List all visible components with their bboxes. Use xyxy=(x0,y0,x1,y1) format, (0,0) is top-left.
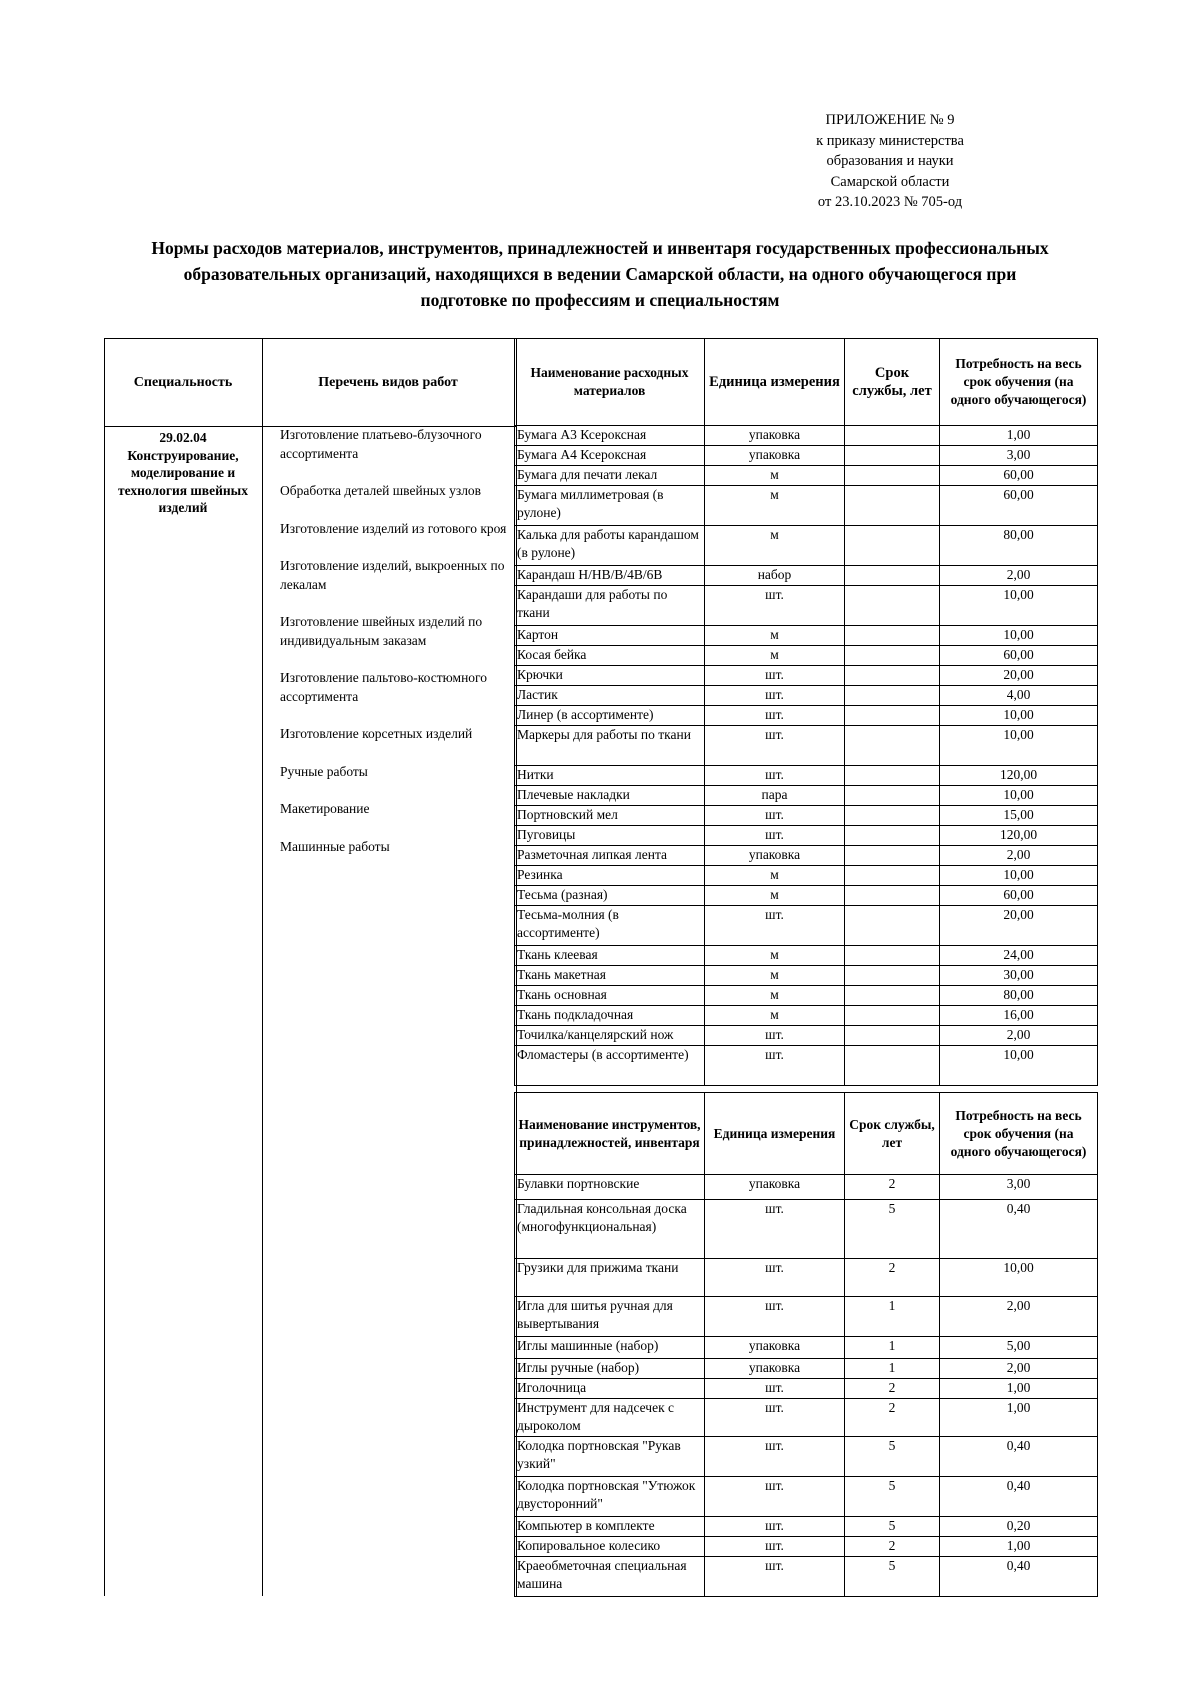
tool-name: Колодка портновская "Утюжок двусторонний" xyxy=(515,1477,705,1517)
material-unit: м xyxy=(705,626,845,646)
header-specialty: Специальность xyxy=(133,375,233,390)
work-item: Изготовление платьево-блузочного ассортимента xyxy=(280,427,482,461)
appendix-number: ПРИЛОЖЕНИЕ № 9 xyxy=(825,112,955,128)
material-unit: шт. xyxy=(705,1046,845,1086)
material-name: Косая бейка xyxy=(515,646,705,666)
tool-unit: упаковка xyxy=(705,1359,845,1379)
tools-header-row xyxy=(515,1093,1098,1175)
materials-header-row xyxy=(515,339,1098,426)
tool-unit: упаковка xyxy=(705,1337,845,1359)
material-row xyxy=(515,886,1098,906)
material-term xyxy=(845,626,940,646)
specialty-code: 29.02.04 xyxy=(159,430,207,445)
tool-qty: 10,00 xyxy=(940,1259,1098,1297)
tool-name: Краеобметочная специальная машина xyxy=(515,1557,705,1597)
tool-unit: шт. xyxy=(705,1297,845,1337)
work-item: Изготовление корсетных изделий xyxy=(280,726,473,741)
material-unit: шт. xyxy=(705,1026,845,1046)
tool-term: 5 xyxy=(845,1517,940,1537)
work-item: Ручные работы xyxy=(280,763,368,779)
tool-name: Инструмент для надсечек с дыроколом xyxy=(515,1399,705,1437)
work-item: Изготовление пальтово-костюмного ассортимента xyxy=(280,670,488,704)
material-term xyxy=(845,706,940,726)
material-unit: м xyxy=(705,986,845,1006)
material-term xyxy=(845,1026,940,1046)
material-name: Бумага для печати лекал xyxy=(515,466,705,486)
material-qty: 60,00 xyxy=(940,486,1098,526)
tool-row xyxy=(515,1437,1098,1477)
material-unit: м xyxy=(705,886,845,906)
material-name: Нитки xyxy=(515,766,705,786)
material-row xyxy=(515,966,1098,986)
title-line-2: образовательных организаций, находящихся в ведении Самарской области, на одного обучающегося при xyxy=(183,264,1017,284)
tool-unit: шт. xyxy=(705,1399,845,1437)
material-term xyxy=(845,466,940,486)
tool-row xyxy=(515,1297,1098,1337)
material-row xyxy=(515,826,1098,846)
material-unit: шт. xyxy=(705,666,845,686)
appendix-order-line: к приказу министерства xyxy=(816,132,964,149)
tool-term: 1 xyxy=(845,1297,940,1337)
tool-unit: шт. xyxy=(705,1557,845,1597)
material-row xyxy=(515,846,1098,866)
material-row xyxy=(515,626,1098,646)
material-name: Пуговицы xyxy=(515,826,705,846)
material-term xyxy=(845,586,940,626)
material-term xyxy=(845,786,940,806)
material-unit: м xyxy=(705,966,845,986)
tool-qty: 0,40 xyxy=(940,1200,1098,1259)
header-works: Перечень видов работ xyxy=(318,375,458,390)
material-term xyxy=(845,446,940,466)
tool-name: Компьютер в комплекте xyxy=(515,1517,705,1537)
tool-qty: 0,20 xyxy=(940,1517,1098,1537)
material-row xyxy=(515,986,1098,1006)
header-need: Потребность на весь срок обучения (на одного обучающегося) xyxy=(940,339,1098,426)
tool-row xyxy=(515,1399,1098,1437)
tools-header-term: Срок службы, лет xyxy=(845,1093,940,1175)
material-name: Картон xyxy=(515,626,705,646)
material-unit: шт. xyxy=(705,726,845,766)
material-term xyxy=(845,686,940,706)
tool-unit: шт. xyxy=(705,1537,845,1557)
material-term xyxy=(845,866,940,886)
material-unit: шт. xyxy=(705,706,845,726)
material-row xyxy=(515,526,1098,566)
work-item: Изготовление изделий, выкроенных по лекалам xyxy=(280,558,505,592)
material-qty: 1,00 xyxy=(940,426,1098,446)
tool-name: Булавки портновские xyxy=(515,1175,705,1200)
tool-qty: 1,00 xyxy=(940,1379,1098,1399)
material-qty: 3,00 xyxy=(940,446,1098,466)
material-qty: 15,00 xyxy=(940,806,1098,826)
material-row xyxy=(515,686,1098,706)
material-qty: 60,00 xyxy=(940,466,1098,486)
material-row xyxy=(515,666,1098,686)
material-qty: 10,00 xyxy=(940,726,1098,766)
material-name: Плечевые накладки xyxy=(515,786,705,806)
material-name: Портновский мел xyxy=(515,806,705,826)
tool-qty: 3,00 xyxy=(940,1175,1098,1200)
material-qty: 4,00 xyxy=(940,686,1098,706)
material-name: Бумага миллиметровая (в рулоне) xyxy=(515,486,705,526)
material-row xyxy=(515,906,1098,946)
tool-qty: 0,40 xyxy=(940,1477,1098,1517)
tool-term: 5 xyxy=(845,1477,940,1517)
material-unit: шт. xyxy=(705,586,845,626)
material-row xyxy=(515,1046,1098,1086)
material-qty: 10,00 xyxy=(940,786,1098,806)
material-term xyxy=(845,646,940,666)
material-unit: м xyxy=(705,866,845,886)
tool-qty: 5,00 xyxy=(940,1337,1098,1359)
material-term xyxy=(845,1006,940,1026)
tool-row xyxy=(515,1337,1098,1359)
tool-term: 1 xyxy=(845,1337,940,1359)
material-name: Маркеры для работы по ткани xyxy=(515,726,705,766)
material-row xyxy=(515,566,1098,586)
material-unit: м xyxy=(705,1006,845,1026)
material-row xyxy=(515,706,1098,726)
tool-name: Колодка портновская "Рукав узкий" xyxy=(515,1437,705,1477)
material-row xyxy=(515,1006,1098,1026)
tool-name: Гладильная консольная доска (многофункциональная) xyxy=(515,1200,705,1259)
material-unit: упаковка xyxy=(705,846,845,866)
tool-unit: шт. xyxy=(705,1517,845,1537)
tool-row xyxy=(515,1359,1098,1379)
tool-term: 1 xyxy=(845,1359,940,1379)
material-term xyxy=(845,946,940,966)
material-qty: 30,00 xyxy=(940,966,1098,986)
material-unit: м xyxy=(705,526,845,566)
tool-name: Грузики для прижима ткани xyxy=(515,1259,705,1297)
tool-qty: 2,00 xyxy=(940,1297,1098,1337)
material-row xyxy=(515,486,1098,526)
material-name: Тесьма (разная) xyxy=(515,886,705,906)
tool-term: 5 xyxy=(845,1200,940,1259)
material-name: Ткань подкладочная xyxy=(515,1006,705,1026)
tool-row xyxy=(515,1517,1098,1537)
material-term xyxy=(845,886,940,906)
work-item: Макетирование xyxy=(280,801,370,816)
tool-row xyxy=(515,1175,1098,1200)
material-term xyxy=(845,906,940,946)
material-term xyxy=(845,986,940,1006)
material-term xyxy=(845,846,940,866)
tool-unit: шт. xyxy=(705,1200,845,1259)
material-qty: 20,00 xyxy=(940,906,1098,946)
tool-name: Иголочница xyxy=(515,1379,705,1399)
tool-name: Копировальное колесико xyxy=(515,1537,705,1557)
material-row xyxy=(515,646,1098,666)
tool-name: Игла для шитья ручная для вывертывания xyxy=(515,1297,705,1337)
material-term xyxy=(845,966,940,986)
material-unit: упаковка xyxy=(705,446,845,466)
material-term xyxy=(845,726,940,766)
material-qty: 24,00 xyxy=(940,946,1098,966)
material-name: Фломастеры (в ассортименте) xyxy=(515,1046,705,1086)
tool-qty: 1,00 xyxy=(940,1399,1098,1437)
work-item: Машинные работы xyxy=(280,838,390,854)
tools-header-unit: Единица измерения xyxy=(705,1093,845,1175)
material-row xyxy=(515,866,1098,886)
tools-header-name: Наименование инструментов, принадлежностей, инвентаря xyxy=(515,1093,705,1175)
appendix-ministry-line: образования и науки xyxy=(826,153,954,169)
material-term xyxy=(845,486,940,526)
material-name: Ткань основная xyxy=(515,986,705,1006)
tool-unit: шт. xyxy=(705,1477,845,1517)
material-row xyxy=(515,766,1098,786)
tool-row xyxy=(515,1557,1098,1597)
work-item: Изготовление изделий из готового кроя xyxy=(280,520,507,536)
header-material-name: Наименование расходных материалов xyxy=(515,339,705,426)
material-term xyxy=(845,766,940,786)
material-name: Ластик xyxy=(515,686,705,706)
material-term xyxy=(845,526,940,566)
material-term xyxy=(845,806,940,826)
tool-term: 2 xyxy=(845,1259,940,1297)
tool-row xyxy=(515,1379,1098,1399)
material-name: Бумага А3 Ксероксная xyxy=(515,426,705,446)
material-unit: упаковка xyxy=(705,426,845,446)
material-name: Разметочная липкая лента xyxy=(515,846,705,866)
material-name: Ткань макетная xyxy=(515,966,705,986)
material-unit: пара xyxy=(705,786,845,806)
material-qty: 80,00 xyxy=(940,526,1098,566)
material-row xyxy=(515,426,1098,446)
title-line-3: подготовке по профессиям и специальностям xyxy=(420,290,780,310)
tool-row xyxy=(515,1259,1098,1297)
tool-qty: 1,00 xyxy=(940,1537,1098,1557)
material-unit: шт. xyxy=(705,766,845,786)
material-name: Бумага А4 Ксероксная xyxy=(515,446,705,466)
material-qty: 2,00 xyxy=(940,846,1098,866)
material-unit: шт. xyxy=(705,906,845,946)
tool-term: 2 xyxy=(845,1537,940,1557)
material-row xyxy=(515,586,1098,626)
material-term xyxy=(845,426,940,446)
material-unit: шт. xyxy=(705,806,845,826)
tool-name: Иглы машинные (набор) xyxy=(515,1337,705,1359)
material-qty: 10,00 xyxy=(940,1046,1098,1086)
material-qty: 16,00 xyxy=(940,1006,1098,1026)
tool-qty: 2,00 xyxy=(940,1359,1098,1379)
tool-term: 2 xyxy=(845,1175,940,1200)
material-qty: 120,00 xyxy=(940,766,1098,786)
material-name: Резинка xyxy=(515,866,705,886)
tool-term: 5 xyxy=(845,1437,940,1477)
material-unit: м xyxy=(705,646,845,666)
material-qty: 10,00 xyxy=(940,706,1098,726)
material-name: Карандаш H/HB/B/4B/6B xyxy=(515,566,705,586)
tool-qty: 0,40 xyxy=(940,1437,1098,1477)
tool-term: 5 xyxy=(845,1557,940,1597)
tools-table xyxy=(514,1092,1098,1597)
appendix-date-line: от 23.10.2023 № 705-од xyxy=(817,194,963,210)
work-item: Обработка деталей швейных узлов xyxy=(280,483,482,498)
material-row xyxy=(515,466,1098,486)
tool-row xyxy=(515,1477,1098,1517)
tool-unit: упаковка xyxy=(705,1175,845,1200)
title-line-1: Нормы расходов материалов, инструментов, принадлежностей и инвентаря государственных профессиональных xyxy=(151,238,1049,258)
material-unit: м xyxy=(705,466,845,486)
material-row xyxy=(515,946,1098,966)
material-unit: м xyxy=(705,486,845,526)
material-row xyxy=(515,1026,1098,1046)
specialty-name: Конструирование, моделирование и технология швейных изделий xyxy=(118,447,248,515)
material-name: Карандаши для работы по ткани xyxy=(515,586,705,626)
tools-header-need: Потребность на весь срок обучения (на одного обучающегося) xyxy=(940,1093,1098,1175)
appendix-region-line: Самарской области xyxy=(830,173,950,190)
material-qty: 120,00 xyxy=(940,826,1098,846)
material-row xyxy=(515,446,1098,466)
document-title xyxy=(100,235,1100,313)
material-qty: 10,00 xyxy=(940,586,1098,626)
header-term: Срок службы, лет xyxy=(845,339,940,426)
material-name: Крючки xyxy=(515,666,705,686)
tool-unit: шт. xyxy=(705,1379,845,1399)
materials-table xyxy=(514,338,1098,1086)
material-unit: набор xyxy=(705,566,845,586)
tool-term: 2 xyxy=(845,1399,940,1437)
tool-name: Иглы ручные (набор) xyxy=(515,1359,705,1379)
material-row xyxy=(515,786,1098,806)
material-row xyxy=(515,806,1098,826)
material-term xyxy=(845,666,940,686)
material-name: Тесьма-молния (в ассортименте) xyxy=(515,906,705,946)
tool-term: 2 xyxy=(845,1379,940,1399)
material-name: Ткань клеевая xyxy=(515,946,705,966)
tool-row xyxy=(515,1537,1098,1557)
material-unit: шт. xyxy=(705,686,845,706)
works-list xyxy=(280,426,512,875)
tool-qty: 0,40 xyxy=(940,1557,1098,1597)
material-qty: 60,00 xyxy=(940,646,1098,666)
material-qty: 2,00 xyxy=(940,1026,1098,1046)
material-qty: 20,00 xyxy=(940,666,1098,686)
tool-unit: шт. xyxy=(705,1437,845,1477)
material-qty: 10,00 xyxy=(940,626,1098,646)
header-unit: Единица измерения xyxy=(705,339,845,426)
material-unit: шт. xyxy=(705,826,845,846)
material-qty: 2,00 xyxy=(940,566,1098,586)
tool-unit: шт. xyxy=(705,1259,845,1297)
material-qty: 80,00 xyxy=(940,986,1098,1006)
tool-row xyxy=(515,1200,1098,1259)
specialty-cell xyxy=(105,429,261,517)
material-name: Линер (в ассортименте) xyxy=(515,706,705,726)
material-term xyxy=(845,826,940,846)
material-name: Точилка/канцелярский нож xyxy=(515,1026,705,1046)
material-name: Калька для работы карандашом (в рулоне) xyxy=(515,526,705,566)
appendix-block xyxy=(760,110,1020,213)
material-row xyxy=(515,726,1098,766)
material-qty: 60,00 xyxy=(940,886,1098,906)
material-unit: м xyxy=(705,946,845,966)
work-item: Изготовление швейных изделий по индивидуальным заказам xyxy=(280,614,483,648)
material-term xyxy=(845,1046,940,1086)
material-qty: 10,00 xyxy=(940,866,1098,886)
material-term xyxy=(845,566,940,586)
